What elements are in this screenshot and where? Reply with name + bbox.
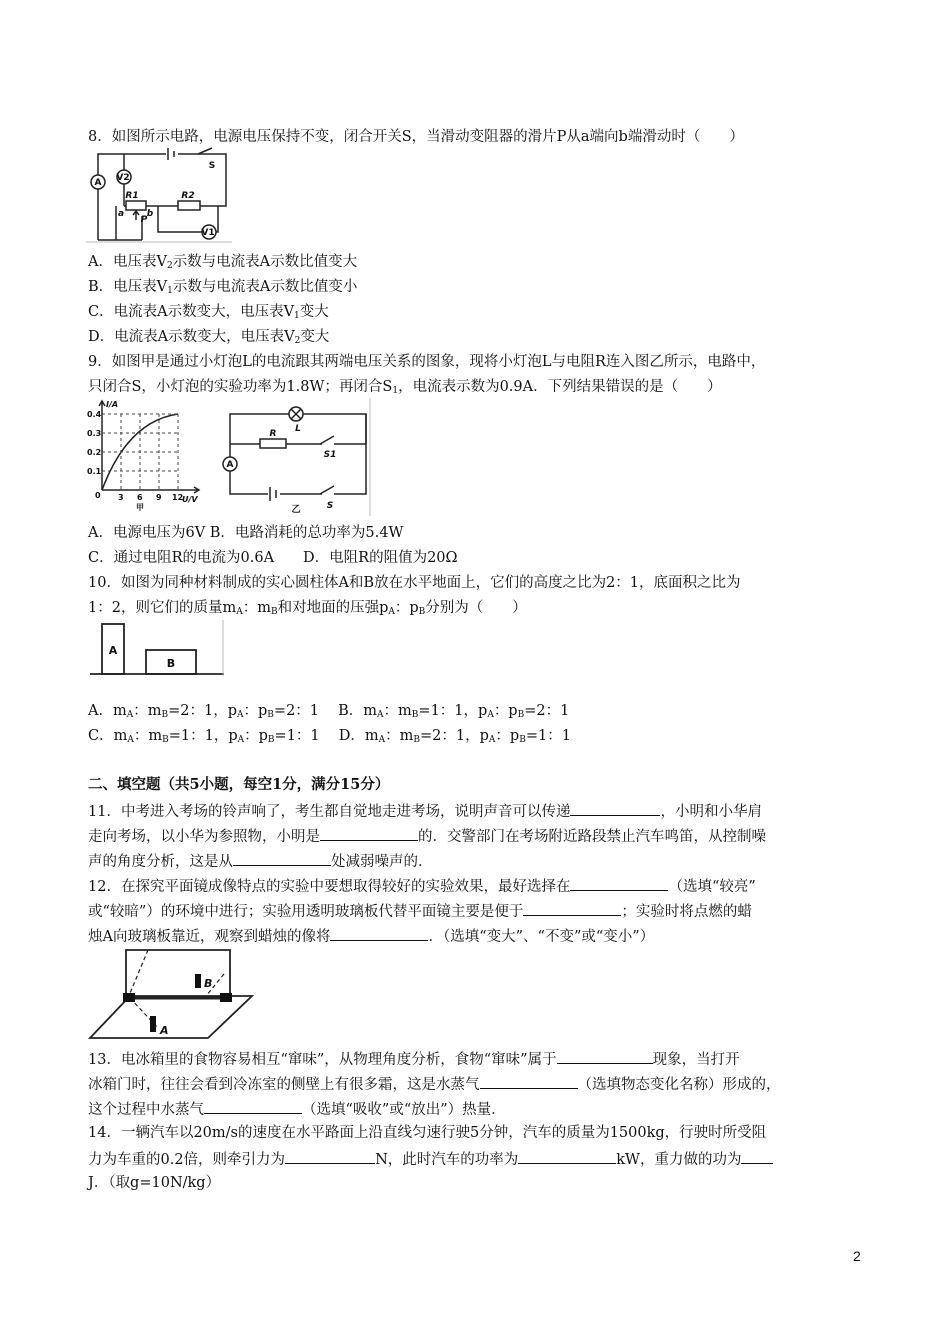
q10-options-line1: A．$m_A$：$m_B=2$：1，$p_A$：$p_B=2$：1 B．$m_A$：$m_B=1$：1，$p_A$：$p_B=2$：1 (88, 703, 570, 720)
q8-r1-label: R1 (125, 191, 139, 201)
q9-xtick: 3 (118, 493, 124, 502)
q8-stem: 8．如图所示电路，电源电压保持不变，闭合开关S，当滑动变阻器的滑片P从a端向b端滑动时（ ） (88, 129, 744, 145)
q12-blank-2[interactable] (523, 900, 621, 916)
q10-cylinders-figure (90, 620, 224, 676)
q8-v2-label: V2 (116, 173, 130, 183)
q13-line1: 13．电冰箱里的食物容易相互“窜味”，从物理角度分析，食物“窜味”属于 现象，当打开 (88, 1048, 740, 1070)
q8-switch-label: S (208, 161, 216, 171)
q13-blank-1[interactable] (557, 1048, 653, 1064)
q14-blank-2[interactable] (518, 1148, 616, 1164)
q12-candle-a-label: A (160, 1024, 169, 1037)
q13-blank-2[interactable] (480, 1073, 578, 1089)
q11-line1: 11．中考进入考场的铃声响了，考生都自觉地走进考场，说明声音可以传递 ，小明和小华肩 (88, 800, 762, 822)
q11-line2: 走向考场，以小华为参照物，小明是 的．交警部门在考场附近路段禁止汽车鸣笛，从控制噪 (88, 825, 766, 847)
q9-xtick: 6 (137, 493, 143, 502)
q14-line2: 力为车重的0.2倍，则牵引力为 N，此时汽车的功率为 kW，重力做的功为 (88, 1148, 773, 1170)
q12-plane-mirror-figure (88, 944, 254, 1042)
q9-s-label: S (326, 501, 334, 511)
q8-ammeter-label: A (94, 178, 102, 188)
q12-line2: 或“较暗”）的环境中进行；实验用透明玻璃板代替平面镜主要是便于 ；实验时将点燃的蜡 (88, 900, 752, 922)
q9-stem-line2: 只闭合S，小灯泡的实验功率为1.8W；再闭合$S_1$，电流表示数为0.9A．下列结果错误的是（ ） (88, 379, 722, 396)
q8-r2-label: R2 (181, 191, 195, 201)
q9-options-line1: A．电源电压为6V B．电路消耗的总功率为5.4W (88, 525, 404, 541)
q9-s1-label: S1 (323, 450, 337, 460)
q10-options-line2: C．$m_A$：$m_B=1$：1，$p_A$：$p_B=1$：1 D．$m_A$：$m_B=2$：1，$p_A$：$p_B=1$：1 (88, 728, 571, 745)
page-number: 2 (853, 1248, 861, 1264)
q11-blank-3[interactable] (233, 850, 331, 866)
q12-blank-1[interactable] (570, 875, 668, 891)
q12-blank-3[interactable] (330, 925, 428, 941)
q9-ammeter-label: A (226, 460, 234, 470)
q9-graph-caption: 甲 (136, 503, 144, 512)
q9-xtick: 9 (156, 493, 162, 502)
q10-cylinder-a-label: A (108, 644, 118, 657)
q9-lamp-label: L (295, 424, 301, 434)
q8-a-label: a (117, 209, 125, 219)
q9-stem-line1: 9．如图甲是通过小灯泡L的电流跟其两端电压关系的图象，现将小灯泡L与电阻R连入图乙所示，电路中， (88, 354, 766, 370)
q14-line1: 14．一辆汽车以20m/s的速度在水平路面上沿直线匀速行驶5分钟，汽车的质量为1500kg，行驶时所受阻 (88, 1125, 767, 1141)
q8-option-a: A．电压表$V_2$示数与电流表A示数比值变大 (88, 254, 358, 271)
q9-options-line2: C．通过电阻R的电流为0.6A D．电阻R的阻值为20Ω (88, 550, 458, 566)
q9-ytick: 0.3 (87, 429, 102, 438)
q12-line1: 12．在探究平面镜成像特点的实验中要想取得较好的实验效果，最好选择在 （选填“较亮” (88, 875, 756, 897)
q9-ytick: 0.1 (87, 467, 102, 476)
q8-option-c: C．电流表A示数变大，电压表$V_1$变大 (88, 304, 329, 321)
q8-v1-label: V1 (201, 228, 215, 238)
q13-line2: 冰箱门时，往往会看到冷冻室的侧壁上有很多霜，这是水蒸气 （选填物态变化名称）形成的， (88, 1073, 781, 1095)
q9-iu-graph (86, 398, 204, 512)
q12-candle-b-label: B (204, 977, 213, 990)
q9-xtick: 12 (172, 493, 184, 502)
q10-stem-line2: 1：2，则它们的质量$m_A$：$m_B$和对地面的压强$p_A$：$p_B$分别为（ ） (88, 600, 527, 617)
q9-graph-ylabel: I/A (106, 400, 119, 409)
q14-line3: J．（取g=10N/kg） (88, 1175, 221, 1191)
q11-blank-2[interactable] (320, 825, 418, 841)
q13-blank-3[interactable] (204, 1098, 302, 1114)
q9-circuit-figure (210, 398, 372, 516)
q13-line3: 这个过程中水蒸气 （选填“吸收”或“放出”）热量． (88, 1098, 506, 1120)
q10-stem-line1: 10．如图为同种材料制成的实心圆柱体A和B放在水平地面上，它们的高度之比为2：1，底面积之比为 (88, 575, 741, 591)
q9-circuit-caption: 乙 (291, 505, 301, 515)
q11-line3: 声的角度分析，这是从 处减弱噪声的． (88, 850, 433, 872)
q8-option-d: D．电流表A示数变大，电压表$V_2$变大 (88, 329, 330, 346)
q14-blank-1[interactable] (285, 1148, 375, 1164)
q9-ytick: 0.4 (87, 410, 102, 419)
section2-title: 二、填空题（共5小题，每空1分，满分15分） (88, 776, 390, 793)
q9-resistor-label: R (269, 429, 277, 439)
q9-ytick: 0.2 (87, 448, 102, 457)
q9-ytick: 0 (95, 491, 101, 500)
q8-circuit-figure (86, 146, 232, 244)
q14-blank-3[interactable] (741, 1148, 773, 1164)
q12-line3: 烛A向玻璃板靠近，观察到蜡烛的像将 ．（选填“变大”、“不变”或“变小”） (88, 925, 654, 947)
q8-option-b: B．电压表$V_1$示数与电流表A示数比值变小 (88, 279, 358, 296)
q8-p-label: P (140, 215, 148, 225)
q10-cylinder-b-label: B (166, 657, 176, 670)
q11-blank-1[interactable] (570, 800, 660, 816)
q9-graph-xlabel: U/V (182, 495, 198, 504)
q8-b-label: b (146, 209, 154, 219)
